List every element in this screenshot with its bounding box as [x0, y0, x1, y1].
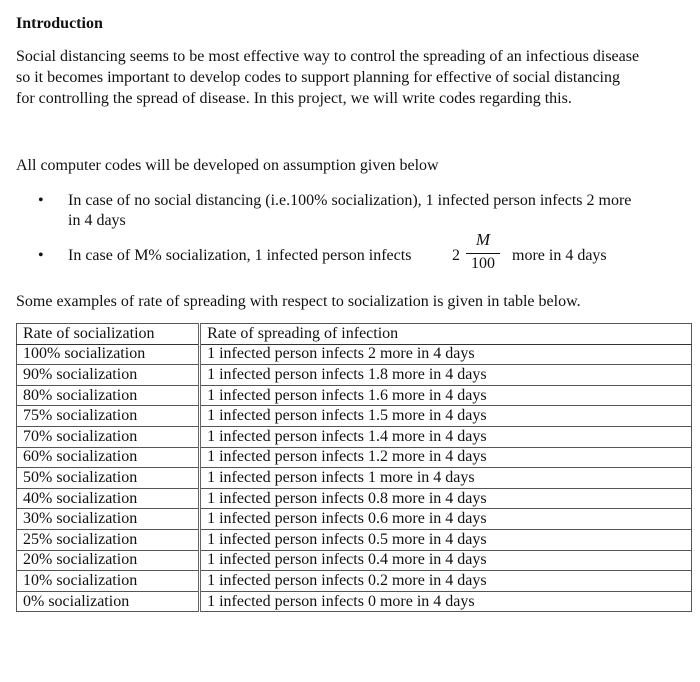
spreading-rate-cell: 1 infected person infects 0.2 more in 4 days — [200, 571, 692, 592]
table-header-cell: Rate of spreading of infection — [200, 324, 692, 345]
table-row — [17, 344, 692, 365]
fraction-formula — [452, 232, 498, 280]
table-header-row — [17, 324, 692, 345]
spreading-rate-cell: 1 infected person infects 0.5 more in 4 days — [200, 529, 692, 550]
table-row — [17, 571, 692, 592]
section-heading: Introduction — [16, 15, 103, 32]
bullet-dot-icon: • — [38, 192, 44, 209]
fraction-denominator: 100 — [471, 255, 495, 272]
fraction-numerator: M — [475, 230, 491, 249]
table-header-cell: Rate of socialization — [17, 324, 200, 345]
socialization-cell: 90% socialization — [17, 365, 200, 386]
socialization-cell: 0% socialization — [17, 591, 200, 612]
socialization-cell: 75% socialization — [17, 406, 200, 427]
formula-line — [68, 232, 698, 280]
socialization-cell: 60% socialization — [17, 447, 200, 468]
formula-suffix: more in 4 days — [512, 247, 607, 264]
socialization-cell: 20% socialization — [17, 550, 200, 571]
spreading-rate-cell: 1 infected person infects 0.4 more in 4 days — [200, 550, 692, 571]
socialization-cell: 40% socialization — [17, 488, 200, 509]
spreading-rate-cell: 1 infected person infects 1.4 more in 4 days — [200, 426, 692, 447]
spreading-rate-cell: 1 infected person infects 0 more in 4 days — [200, 591, 692, 612]
spreading-rate-cell: 1 infected person infects 1 more in 4 days — [200, 468, 692, 489]
socialization-table — [16, 323, 692, 612]
table-row — [17, 509, 692, 530]
spreading-rate-cell: 1 infected person infects 0.6 more in 4 days — [200, 509, 692, 530]
spreading-rate-cell: 1 infected person infects 1.8 more in 4 days — [200, 365, 692, 386]
table-row — [17, 529, 692, 550]
spreading-rate-cell: 1 infected person infects 1.6 more in 4 days — [200, 385, 692, 406]
table-row — [17, 468, 692, 489]
spreading-rate-cell: 1 infected person infects 2 more in 4 days — [200, 344, 692, 365]
socialization-cell: 25% socialization — [17, 529, 200, 550]
table-row — [17, 488, 692, 509]
socialization-cell: 30% socialization — [17, 509, 200, 530]
bullet-text: In case of no social distancing (i.e.100% socialization), 1 infected person infects 2 more in 4 days — [68, 192, 632, 229]
examples-lead: Some examples of rate of spreading with respect to socialization is given in table below. — [16, 293, 581, 310]
intro-paragraph: Social distancing seems to be most effective way to control the spreading of an infectious disease so it becomes important to develop codes to support planning for effective of social distancing for controlling the spread of disease. In this project, we will write codes regarding this. — [16, 48, 640, 107]
table-row — [17, 550, 692, 571]
fraction-coefficient: 2 — [452, 247, 460, 264]
socialization-cell: 70% socialization — [17, 426, 200, 447]
bullet-dot-icon: • — [38, 247, 44, 264]
spreading-rate-cell: 1 infected person infects 1.5 more in 4 days — [200, 406, 692, 427]
table-row — [17, 406, 692, 427]
assumption-lead: All computer codes will be developed on assumption given below — [16, 157, 439, 174]
socialization-cell: 100% socialization — [17, 344, 200, 365]
socialization-cell: 10% socialization — [17, 571, 200, 592]
table-row — [17, 447, 692, 468]
socialization-cell: 80% socialization — [17, 385, 200, 406]
spreading-rate-cell: 1 infected person infects 1.2 more in 4 days — [200, 447, 692, 468]
formula-prefix: In case of M% socialization, 1 infected person infects — [68, 247, 412, 264]
table-row — [17, 365, 692, 386]
table-row — [17, 591, 692, 612]
spreading-rate-cell: 1 infected person infects 0.8 more in 4 days — [200, 488, 692, 509]
socialization-cell: 50% socialization — [17, 468, 200, 489]
table-row — [17, 385, 692, 406]
table-row — [17, 426, 692, 447]
